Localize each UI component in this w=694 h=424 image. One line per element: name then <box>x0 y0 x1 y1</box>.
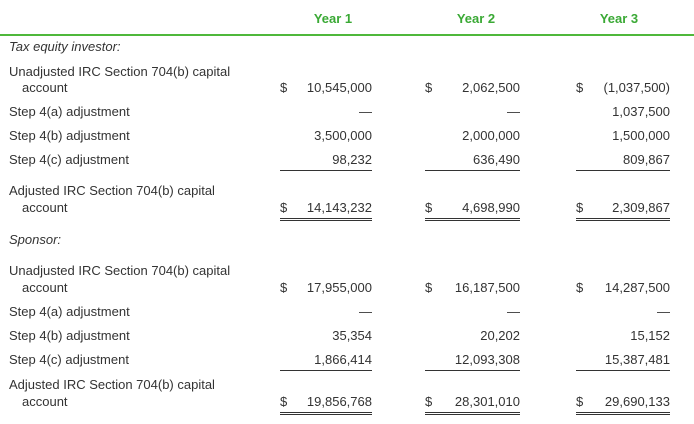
te-adjusted-year2 <box>425 200 520 221</box>
row-label-unadjusted-line1: Unadjusted IRC Section 704(b) capital <box>9 263 231 278</box>
dollar-sign: $ <box>576 200 584 215</box>
cell-value: 1,866,414 <box>314 352 372 367</box>
row-label-unadjusted-line1: Unadjusted IRC Section 704(b) capital <box>9 64 231 79</box>
cell-value: — <box>359 304 372 319</box>
row-label-step4b: Step 4(b) adjustment <box>9 328 130 343</box>
row-label-unadjusted-line2: account <box>22 80 68 95</box>
sp-step4c-year1 <box>280 352 372 371</box>
te-unadjusted-year1 <box>280 80 372 98</box>
dollar-sign: $ <box>280 280 288 295</box>
header-year-1: Year 1 <box>313 11 353 26</box>
sp-step4a-year2 <box>425 304 520 322</box>
dollar-sign: $ <box>576 394 584 409</box>
row-label-step4c: Step 4(c) adjustment <box>9 152 129 167</box>
cell-value: (1,037,500) <box>603 80 670 95</box>
sp-step4b-year3 <box>576 328 670 346</box>
cell-value: 98,232 <box>332 152 372 167</box>
sp-step4a-year3 <box>576 304 670 322</box>
table-header <box>0 0 694 36</box>
cell-value: 1,500,000 <box>612 128 670 143</box>
cell-value: 809,867 <box>623 152 670 167</box>
row-label-step4a: Step 4(a) adjustment <box>9 304 130 319</box>
te-unadjusted-year2 <box>425 80 520 98</box>
dollar-sign: $ <box>576 280 584 295</box>
sp-unadjusted-year2 <box>425 280 520 298</box>
dollar-sign: $ <box>425 200 433 215</box>
sp-adjusted-year2 <box>425 394 520 415</box>
sp-adjusted-year3 <box>576 394 670 415</box>
cell-value: 15,387,481 <box>604 352 670 367</box>
te-step4b-year3 <box>576 128 670 146</box>
cell-value: 35,354 <box>332 328 372 343</box>
cell-value: 28,301,010 <box>454 394 520 409</box>
cell-value: 2,309,867 <box>612 200 670 215</box>
row-label-unadjusted-line2: account <box>22 280 68 295</box>
cell-value: 4,698,990 <box>462 200 520 215</box>
sp-unadjusted-year3 <box>576 280 670 298</box>
te-step4a-year2 <box>425 104 520 122</box>
sp-step4b-year2 <box>425 328 520 346</box>
te-step4c-year3 <box>576 152 670 171</box>
cell-value: 15,152 <box>630 328 670 343</box>
row-label-step4a: Step 4(a) adjustment <box>9 104 130 119</box>
te-unadjusted-year3 <box>576 80 670 98</box>
row-label-adjusted-line1: Adjusted IRC Section 704(b) capital <box>9 183 215 198</box>
cell-value: — <box>507 104 520 119</box>
dollar-sign: $ <box>280 394 288 409</box>
te-adjusted-year3 <box>576 200 670 221</box>
te-step4a-year1 <box>280 104 372 122</box>
dollar-sign: $ <box>425 394 433 409</box>
header-year-3: Year 3 <box>599 11 639 26</box>
header-year-2: Year 2 <box>456 11 496 26</box>
te-step4c-year1 <box>280 152 372 171</box>
row-label-adjusted-line2: account <box>22 394 68 409</box>
dollar-sign: $ <box>425 280 433 295</box>
sp-unadjusted-year1 <box>280 280 372 298</box>
te-step4b-year1 <box>280 128 372 146</box>
cell-value: 3,500,000 <box>314 128 372 143</box>
sp-step4a-year1 <box>280 304 372 322</box>
cell-value: 636,490 <box>473 152 520 167</box>
row-label-adjusted-line2: account <box>22 200 68 215</box>
cell-value: 10,545,000 <box>306 80 372 95</box>
section-title-tax-equity: Tax equity investor: <box>9 39 121 54</box>
sp-step4c-year3 <box>576 352 670 371</box>
cell-value: 20,202 <box>480 328 520 343</box>
cell-value: 2,062,500 <box>462 80 520 95</box>
cell-value: 19,856,768 <box>306 394 372 409</box>
cell-value: 14,143,232 <box>306 200 372 215</box>
dollar-sign: $ <box>576 80 584 95</box>
cell-value: 16,187,500 <box>454 280 520 295</box>
dollar-sign: $ <box>280 200 288 215</box>
sp-step4b-year1 <box>280 328 372 346</box>
cell-value: — <box>657 304 670 319</box>
sp-adjusted-year1 <box>280 394 372 415</box>
cell-value: 2,000,000 <box>462 128 520 143</box>
cell-value: 29,690,133 <box>604 394 670 409</box>
te-step4c-year2 <box>425 152 520 171</box>
cell-value: 1,037,500 <box>612 104 670 119</box>
row-label-adjusted-line1: Adjusted IRC Section 704(b) capital <box>9 377 215 392</box>
cell-value: 14,287,500 <box>604 280 670 295</box>
section-title-sponsor: Sponsor: <box>9 232 62 247</box>
dollar-sign: $ <box>280 80 288 95</box>
cell-value: 12,093,308 <box>454 352 520 367</box>
sp-step4c-year2 <box>425 352 520 371</box>
dollar-sign: $ <box>425 80 433 95</box>
te-step4b-year2 <box>425 128 520 146</box>
cell-value: 17,955,000 <box>306 280 372 295</box>
cell-value: — <box>507 304 520 319</box>
row-label-step4c: Step 4(c) adjustment <box>9 352 129 367</box>
te-adjusted-year1 <box>280 200 372 221</box>
te-step4a-year3 <box>576 104 670 122</box>
cell-value: — <box>359 104 372 119</box>
row-label-step4b: Step 4(b) adjustment <box>9 128 130 143</box>
